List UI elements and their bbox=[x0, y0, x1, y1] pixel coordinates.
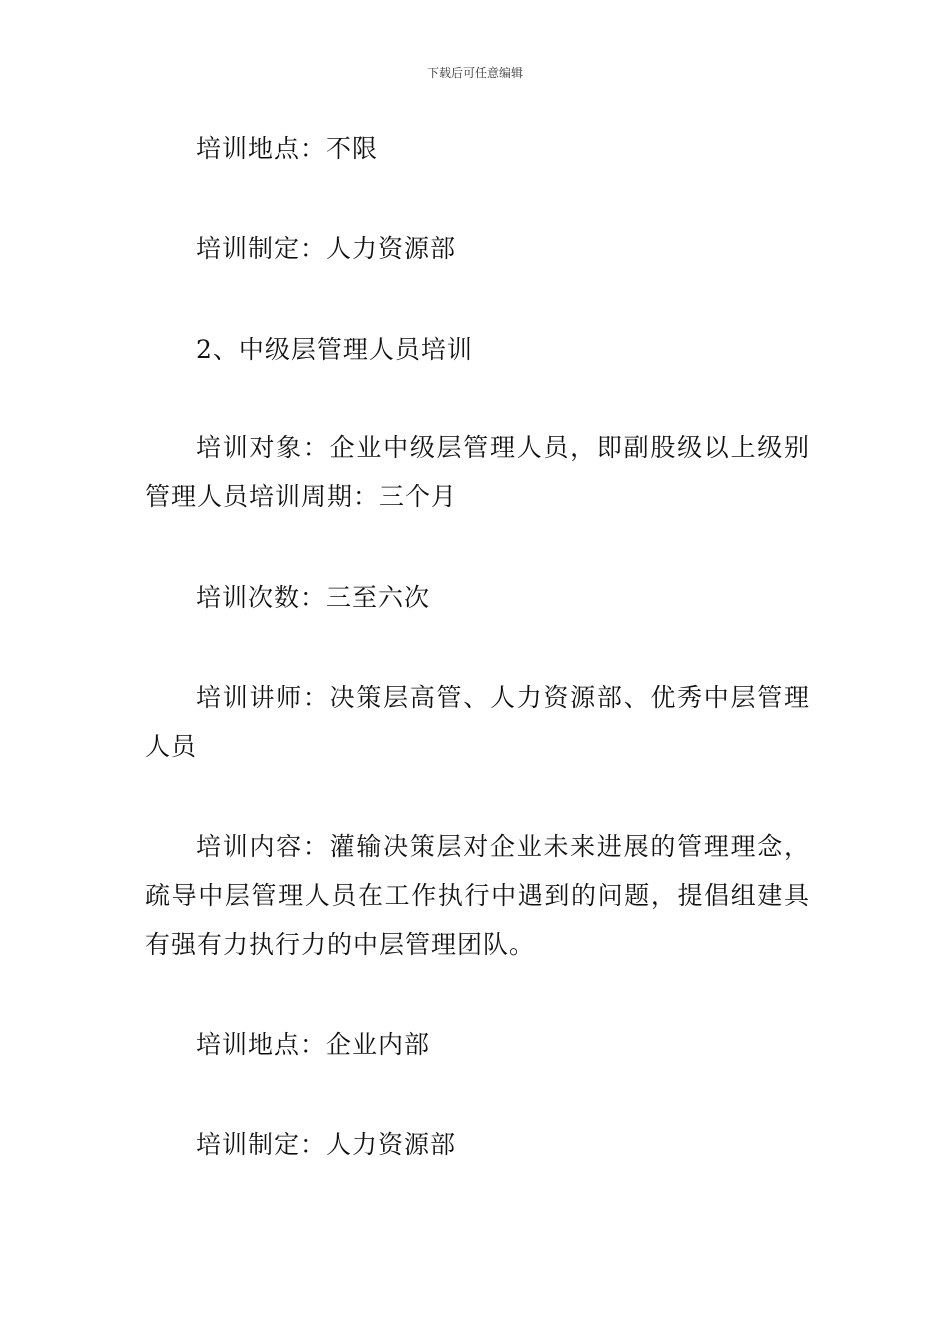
paragraph-training-lecturers: 培训讲师：决策层高管、人力资源部、优秀中层管理人员 bbox=[145, 683, 810, 761]
section-heading-mid-level-training: 2、中级层管理人员培训 bbox=[196, 335, 473, 364]
paragraph-training-organizer: 培训制定：人力资源部 bbox=[196, 234, 457, 263]
paragraph-training-frequency: 培训次数：三至六次 bbox=[196, 583, 431, 612]
paragraph-training-target: 培训对象：企业中级层管理人员，即副股级以上级别管理人员培训周期：三个月 bbox=[145, 433, 810, 511]
paragraph-training-location-2: 培训地点：企业内部 bbox=[196, 1030, 431, 1059]
page-header: 下载后可任意编辑 bbox=[426, 66, 523, 80]
paragraph-training-organizer-2: 培训制定：人力资源部 bbox=[196, 1130, 457, 1159]
paragraph-training-location: 培训地点：不限 bbox=[196, 134, 379, 163]
paragraph-training-content: 培训内容：灌输决策层对企业未来进展的管理理念，疏导中层管理人员在工作执行中遇到的问题，提倡组建具有强有力执行力的中层管理团队。 bbox=[145, 832, 810, 959]
